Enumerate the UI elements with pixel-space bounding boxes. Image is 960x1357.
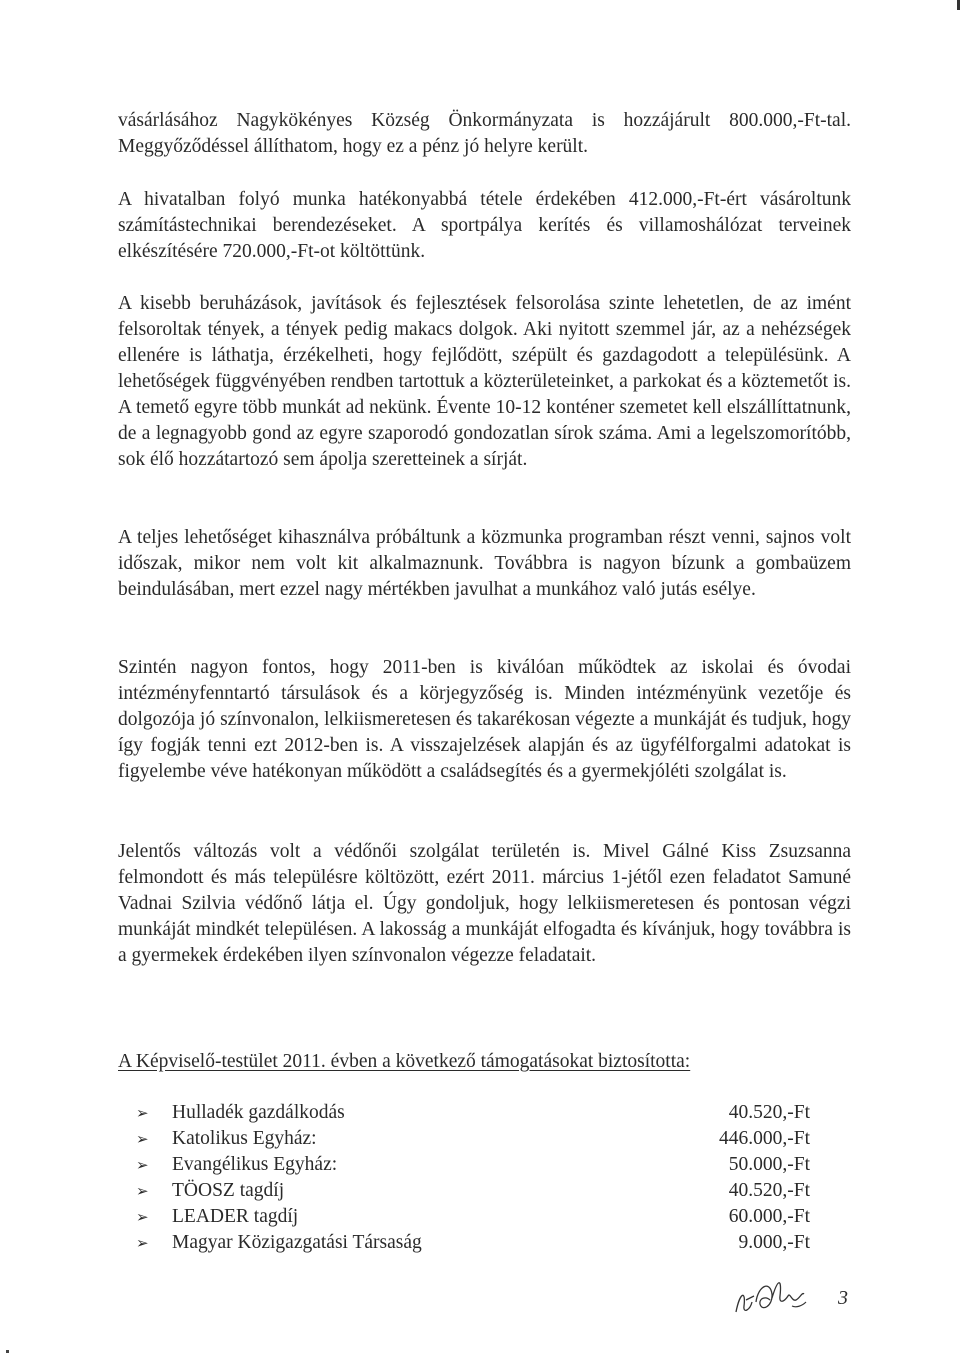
page-number: 3 (838, 1287, 848, 1309)
support-list (136, 1100, 810, 1256)
support-item-amount: 446.000,-Ft (718, 1128, 810, 1149)
support-item-label: LEADER tagdíj (172, 1206, 299, 1227)
arrow-bullet-icon: ➢ (136, 1132, 149, 1148)
support-item (136, 1100, 810, 1126)
arrow-bullet-icon: ➢ (136, 1210, 149, 1226)
paragraph-public-works: A teljes lehetőséget kihasználva próbáltunk a közmunka programban részt venni, sajnos volt időszak, mikor nem volt kit alkalmaznunk. Továbbra is nagyon bízunk a gombaüzem beindulásában, mert ezzel nagy mértékben javulhat a munkához való jutás esélye. (118, 527, 851, 600)
handwritten-signature (732, 1272, 810, 1322)
support-item-label: Hulladék gazdálkodás (172, 1102, 345, 1123)
support-item (136, 1126, 810, 1152)
paragraph-office-equipment: A hivatalban folyó munka hatékonyabbá tétele érdekében 412.000,-Ft-ért vásároltunk számítástechnikai berendezéseket. A sportpálya kerítés és villamoshálózat terveinek elkészítésére 720.000,-Ft-ot költöttünk. (118, 189, 851, 262)
support-item-label: Katolikus Egyház: (172, 1128, 317, 1149)
support-item (136, 1178, 810, 1204)
arrow-bullet-icon: ➢ (136, 1106, 149, 1122)
paragraph-mushroom-contribution: vásárlásához Nagykökényes Község Önkormányzata is hozzájárult 800.000,-Ft-tal. Meggyőződéssel állíthatom, hogy ez a pénz jó helyre került. (118, 110, 851, 157)
support-item-label: Evangélikus Egyház: (172, 1154, 338, 1175)
support-item-amount: 60.000,-Ft (728, 1206, 810, 1227)
support-item (136, 1230, 810, 1256)
support-item-label: TÖOSZ tagdíj (172, 1180, 285, 1201)
support-item-amount: 50.000,-Ft (728, 1154, 810, 1175)
arrow-bullet-icon: ➢ (136, 1184, 149, 1200)
paragraph-health-visitor: Jelentős változás volt a védőnői szolgálat területén is. Mivel Gálné Kiss Zsuzsanna felmondott és más településre költözött, ezért 2011. március 1-jétől ezen feladatot Samuné Vadnai Szilvia védőnő látja el. Úgy gondoljuk, hogy lelkiismeretesen és pontosan végzi munkáját mindkét településen. A lakosság a munkáját elfogadta és kívánjuk, hogy továbbra is a gyermekek érdekében ilyen színvonalon végezze feladatait. (118, 841, 851, 966)
support-item-amount: 9.000,-Ft (738, 1232, 810, 1253)
support-item (136, 1152, 810, 1178)
scan-dust-mark (6, 1350, 9, 1353)
arrow-bullet-icon: ➢ (136, 1158, 149, 1174)
support-heading: A Képviselő-testület 2011. évben a következő támogatásokat biztosította: (118, 1051, 691, 1072)
paragraph-small-investments: A kisebb beruházások, javítások és fejlesztések felsorolása szinte lehetetlen, de az imént felsoroltak tények, a tények pedig makacs dolgok. Aki nyitott szemmel jár, az a nehézségek ellenére is láthatja, érzékelheti, hogy fejlődött, szépült és gazdagodott a településünk. A lehetőségek függvényében rendben tartottuk a közterületeinket, a parkokat és a köztemetőt is. A temető egyre több munkát ad nekünk. Évente 10-12 konténer szemetet kell elszállíttatnunk, de a legnagyobb gond az egyre szaporodó gondozatlan sírok száma. Ami a legelszomorítóbb, sok élő hozzátartozó sem ápolja szeretteinek a sírját. (118, 293, 851, 470)
support-item-label: Magyar Közigazgatási Társaság (172, 1232, 422, 1253)
arrow-bullet-icon: ➢ (136, 1236, 149, 1252)
support-item-amount: 40.520,-Ft (728, 1180, 810, 1201)
paragraph-institutions: Szintén nagyon fontos, hogy 2011-ben is kiválóan működtek az iskolai és óvodai intézményfenntartó társulások és a körjegyzőség is. Minden intézményünk vezetője és dolgozója jó színvonalon, lelkiismeretesen és takarékosan végezte a munkáját és tudjuk, hogy így fogják tenni ezt 2012-ben is. A visszajelzések alapján és az ügyfélforgalmi adatokat is figyelembe véve hatékonyan működött a családsegítés és a gyermekjóléti szolgálat is. (118, 657, 851, 782)
support-item-amount: 40.520,-Ft (728, 1102, 810, 1123)
support-item (136, 1204, 810, 1230)
